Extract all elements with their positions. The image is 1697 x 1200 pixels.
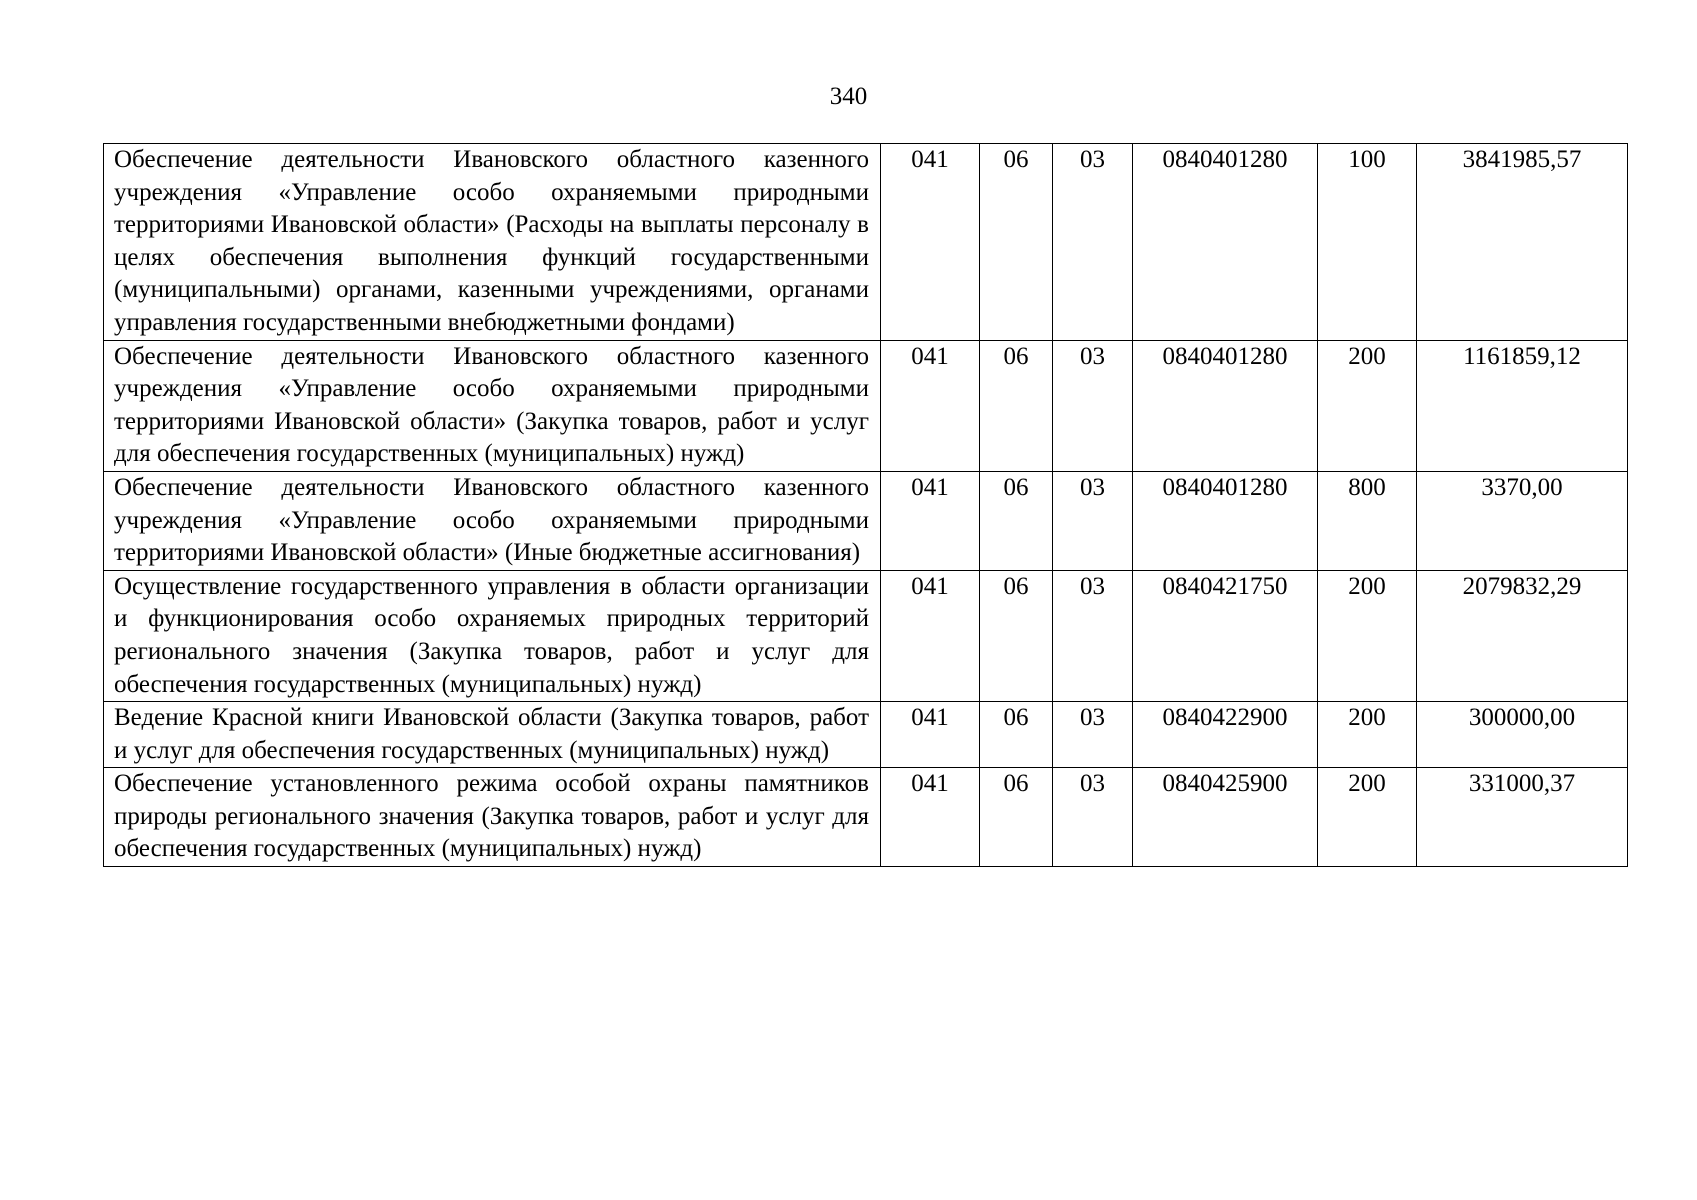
row-description: Обеспечение деятельности Ивановского областного казенного учреждения «Управление особо охраняемыми природными территориями Ивановской области» (Иные бюджетные ассигнования)	[104, 471, 881, 570]
table-row	[104, 768, 1628, 867]
admin-code: 041	[881, 471, 980, 570]
row-description: Обеспечение деятельности Ивановского областного казенного учреждения «Управление особо охраняемыми природными территориями Ивановской области» (Закупка товаров, работ и услуг для обеспечения государственных (муниципальных) нужд)	[104, 340, 881, 471]
amount: 331000,37	[1417, 768, 1628, 867]
row-description: Осуществление государственного управления в области организации и функционирования особо охраняемых природных территорий регионального значения (Закупка товаров, работ и услуг для обеспечения государственных (муниципальных) нужд)	[104, 570, 881, 701]
admin-code: 041	[881, 144, 980, 341]
section-code: 06	[980, 570, 1053, 701]
admin-code: 041	[881, 570, 980, 701]
table-row	[104, 144, 1628, 341]
target-article-code: 0840401280	[1133, 144, 1318, 341]
page-number: 340	[829, 83, 868, 110]
subsection-code: 03	[1053, 144, 1133, 341]
section-code: 06	[980, 144, 1053, 341]
budget-table	[103, 143, 1628, 867]
section-code: 06	[980, 471, 1053, 570]
amount: 1161859,12	[1417, 340, 1628, 471]
table-row	[104, 570, 1628, 701]
subsection-code: 03	[1053, 768, 1133, 867]
expense-type-code: 200	[1318, 768, 1417, 867]
subsection-code: 03	[1053, 570, 1133, 701]
admin-code: 041	[881, 702, 980, 768]
amount: 300000,00	[1417, 702, 1628, 768]
expense-type-code: 800	[1318, 471, 1417, 570]
expense-type-code: 100	[1318, 144, 1417, 341]
amount: 3370,00	[1417, 471, 1628, 570]
amount: 2079832,29	[1417, 570, 1628, 701]
row-description: Обеспечение деятельности Ивановского областного казенного учреждения «Управление особо охраняемыми природными территориями Ивановской области» (Расходы на выплаты персоналу в целях обеспечения выполнения функций государственными (муниципальными) органами, казенными учреждениями, органами управления государственными внебюджетными фондами)	[104, 144, 881, 341]
admin-code: 041	[881, 768, 980, 867]
target-article-code: 0840421750	[1133, 570, 1318, 701]
table-row	[104, 471, 1628, 570]
row-description: Обеспечение установленного режима особой охраны памятников природы регионального значения (Закупка товаров, работ и услуг для обеспечения государственных (муниципальных) нужд)	[104, 768, 881, 867]
target-article-code: 0840401280	[1133, 471, 1318, 570]
section-code: 06	[980, 768, 1053, 867]
target-article-code: 0840401280	[1133, 340, 1318, 471]
table-row	[104, 340, 1628, 471]
section-code: 06	[980, 702, 1053, 768]
expense-type-code: 200	[1318, 570, 1417, 701]
subsection-code: 03	[1053, 340, 1133, 471]
table-row	[104, 702, 1628, 768]
admin-code: 041	[881, 340, 980, 471]
target-article-code: 0840422900	[1133, 702, 1318, 768]
subsection-code: 03	[1053, 702, 1133, 768]
section-code: 06	[980, 340, 1053, 471]
expense-type-code: 200	[1318, 340, 1417, 471]
row-description: Ведение Красной книги Ивановской области (Закупка товаров, работ и услуг для обеспечения государственных (муниципальных) нужд)	[104, 702, 881, 768]
expense-type-code: 200	[1318, 702, 1417, 768]
target-article-code: 0840425900	[1133, 768, 1318, 867]
subsection-code: 03	[1053, 471, 1133, 570]
amount: 3841985,57	[1417, 144, 1628, 341]
